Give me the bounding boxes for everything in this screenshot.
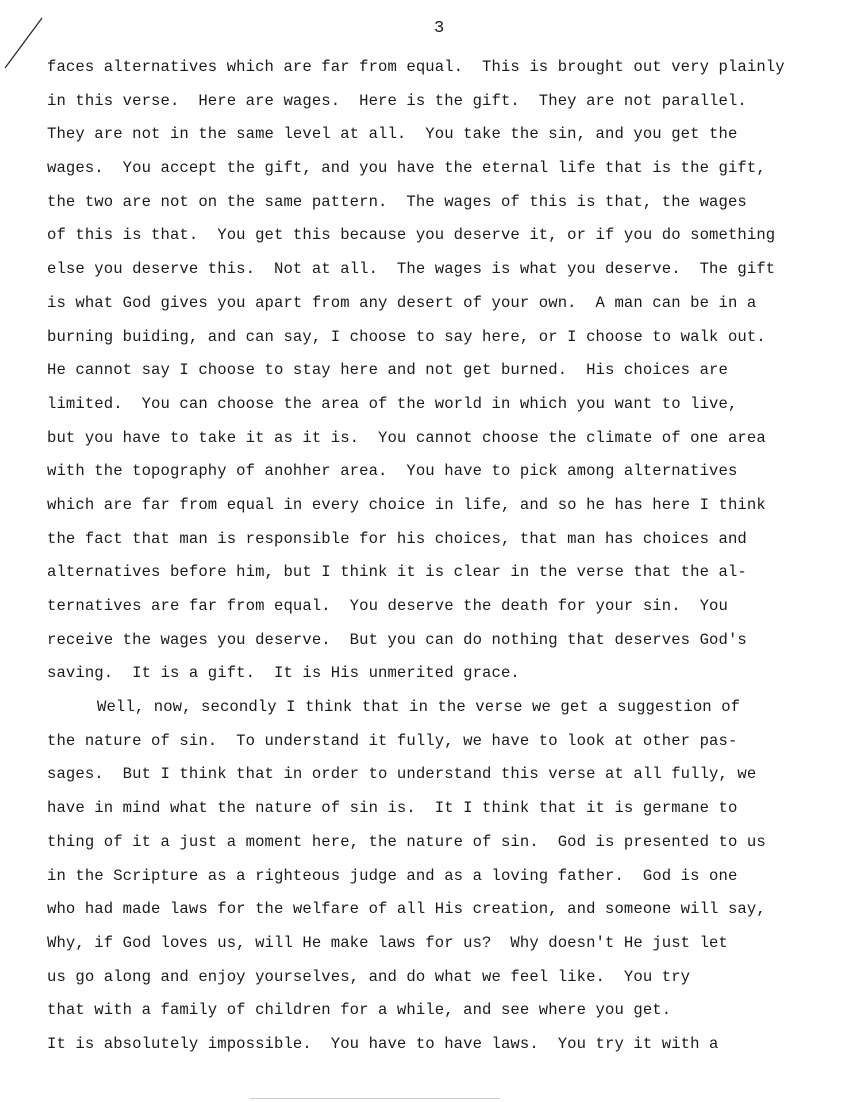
text-line: but you have to take it as it is. You cannot choose the climate of one area (47, 428, 766, 447)
text-line: It is absolutely impossible. You have to have laws. You try it with a (47, 1034, 719, 1053)
text-line: with the topography of anohher area. You have to pick among alternatives (47, 462, 738, 481)
text-line: thing of it a just a moment here, the nature of sin. God is presented to us (47, 832, 766, 851)
text-line: ternatives are far from equal. You deserve the death for your sin. You (47, 597, 728, 615)
text-line: They are not in the same level at all. You take the sin, and you get the (47, 125, 738, 144)
text-line: is what God gives you apart from any desert of your own. A man can be in a (47, 293, 757, 312)
text-line: Well, now, secondly I think that in the verse we get a suggestion of (97, 698, 741, 717)
text-line: faces alternatives which are far from equal. This is brought out very plainly (47, 58, 785, 76)
text-line: us go along and enjoy yourselves, and do what we feel like. You try (47, 967, 691, 986)
bottom-edge-line (250, 1098, 500, 1099)
text-line: the two are not on the same pattern. The wages of this is that, the wages (47, 192, 747, 211)
text-line: which are far from equal in every choice in life, and so he has here I think (47, 495, 766, 514)
text-line: else you deserve this. Not at all. The wages is what you deserve. The gift (47, 260, 776, 279)
text-line: Why, if God loves us, will He make laws for us? Why doesn't He just let (47, 933, 728, 952)
text-line: in the Scripture as a righteous judge and as a loving father. God is one (47, 866, 738, 885)
text-line: burning buiding, and can say, I choose to say here, or I choose to walk out. (47, 327, 766, 346)
text-line: He cannot say I choose to stay here and not get burned. His choices are (47, 361, 728, 380)
text-line: of this is that. You get this because you deserve it, or if you do something (47, 226, 776, 245)
text-line: alternatives before him, but I think it is clear in the verse that the al- (47, 563, 747, 582)
typed-body-text (47, 51, 847, 1062)
text-line: who had made laws for the welfare of all His creation, and someone will say, (47, 900, 766, 919)
text-line: the fact that man is responsible for his choices, that man has choices and (47, 529, 747, 548)
text-line: that with a family of children for a while, and see where you get. (47, 1001, 672, 1020)
text-line: have in mind what the nature of sin is. It I think that it is germane to (47, 799, 738, 818)
text-line: in this verse. Here are wages. Here is the gift. They are not parallel. (47, 91, 747, 110)
text-line: saving. It is a gift. It is His unmerited grace. (47, 664, 520, 683)
text-line: sages. But I think that in order to understand this verse at all fully, we (47, 765, 757, 784)
text-line: receive the wages you deserve. But you can do nothing that deserves God's (47, 630, 747, 649)
text-line: wages. You accept the gift, and you have the eternal life that is the gift, (47, 159, 766, 178)
page-number: 3 (434, 19, 445, 38)
text-line: limited. You can choose the area of the world in which you want to live, (47, 394, 738, 413)
text-line: the nature of sin. To understand it fully, we have to look at other pas- (47, 731, 738, 750)
